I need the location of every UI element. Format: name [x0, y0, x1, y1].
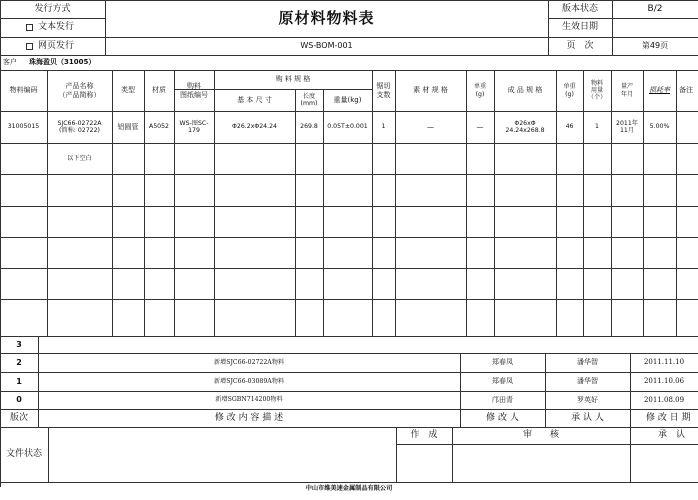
approved-by-label: 承 认	[658, 430, 686, 441]
revision-approver: 潘华智	[577, 377, 598, 386]
col-header-basic-size: 基 本 尺 寸	[237, 95, 272, 104]
cell-material-usage: 1	[595, 123, 599, 131]
col-header-remark: 备注	[679, 86, 693, 95]
text-issue-label: 文本发行	[38, 22, 75, 33]
document-code: WS-BOM-001	[300, 41, 353, 51]
page-value: 第49页	[641, 41, 669, 51]
col-header-saw-count: 锯切 支数	[376, 82, 391, 99]
web-issue-option[interactable]	[0, 37, 105, 55]
revision-date: 2011.10.06	[643, 377, 685, 386]
col-header-production-month: 量产 年月	[620, 83, 634, 98]
cell-material: A5052	[149, 123, 169, 131]
version-label: 版本状态	[561, 3, 598, 14]
revision-date: 2011.08.09	[643, 395, 685, 404]
cell-finished-spec: Φ26xΦ 24.24x268.8	[505, 119, 545, 134]
revision-desc: 新增SJC66-02722A物料	[213, 358, 285, 366]
col-header-length: 长度 (mm)	[300, 92, 318, 107]
made-by-label: 作 成	[410, 430, 438, 441]
col-header-product-name: 产品名称 （产品简称）	[58, 82, 101, 99]
footer-company: 中山市维美速金属制品有限公司	[305, 485, 393, 493]
col-header-material-usage: 物料 用量 （个）	[587, 79, 607, 102]
revision-approver: 罗英好	[577, 395, 598, 404]
version-value: B/2	[647, 3, 663, 14]
revision-header-no: 版次	[9, 412, 28, 423]
cell-saw-count: 1	[381, 123, 386, 131]
col-header-material-code: 物料编码	[9, 86, 38, 95]
col-header-purchase-spec: 购 料 规 格	[275, 75, 311, 84]
col-header-finished-spec: 成 品 规 格	[507, 86, 543, 95]
revision-no: 0	[16, 395, 22, 405]
issue-method-label: 发行方式	[34, 3, 71, 14]
col-header-material: 材质	[152, 86, 166, 95]
revision-approver: 潘华智	[577, 358, 598, 367]
revision-reviser: 邝田青	[492, 395, 513, 404]
revision-header-date: 修 改 日 期	[646, 412, 691, 423]
revision-desc: 新增SJC66-03089A物料	[213, 377, 285, 385]
col-header-scrap-rate: 损耗率	[649, 86, 670, 95]
revision-reviser: 郑春凤	[492, 377, 513, 386]
cell-type: 铝圆管	[117, 122, 139, 131]
text-issue-option[interactable]	[0, 18, 105, 37]
col-header-type: 类型	[121, 86, 135, 95]
col-header-unit-weight-2: 单重 (g)	[563, 83, 576, 98]
cell-basic-size: Φ26.2xΦ24.24	[232, 123, 277, 131]
revision-header-approver: 承 认 人	[571, 412, 604, 423]
effective-date-value	[612, 18, 698, 37]
cell-scrap-rate: 5.00%	[649, 123, 670, 131]
cell-weight: 0.05T±0.001	[327, 123, 368, 131]
reviewed-by-label: 审 核	[522, 430, 559, 441]
page-label: 页 次	[566, 40, 594, 51]
document-title: 原材料物料表	[278, 8, 375, 27]
col-header-weight: 重量(kg)	[333, 95, 362, 104]
col-header-drawing-no: 购料 图纸编号	[180, 82, 208, 99]
customer-value: 珠海盈贝（31005）	[29, 58, 96, 67]
revision-no: 3	[16, 339, 22, 349]
web-issue-checkbox[interactable]	[26, 43, 33, 50]
cell-blank-below-note: 以下空白	[67, 154, 92, 162]
revision-no: 1	[16, 376, 22, 386]
revision-reviser: 郑春凤	[492, 358, 513, 367]
cell-raw-spec: —	[427, 122, 434, 131]
web-issue-label: 网页发行	[38, 40, 75, 51]
customer-label: 客户	[3, 58, 17, 67]
revision-header-desc: 修 改 内 容 描 述	[214, 412, 284, 423]
cell-unit-weight-1: —	[476, 122, 484, 131]
col-header-unit-weight-1: 单重 (g)	[473, 83, 487, 98]
col-header-raw-spec: 素 材 规 格	[413, 86, 448, 95]
effective-date-label: 生效日期	[561, 22, 598, 33]
revision-desc: 新增SGBN714200物料	[215, 396, 283, 404]
text-issue-checkbox[interactable]	[26, 24, 33, 31]
cell-production-month: 2011年 11月	[616, 119, 638, 134]
file-status-label: 文件状态	[5, 449, 42, 460]
cell-length: 269.8	[300, 123, 318, 131]
revision-header-reviser: 修 改 人	[486, 412, 519, 423]
cell-drawing-no: WS-图SC- 179	[179, 119, 209, 134]
cell-product-name: SJC66-02722A (简称: 02722)	[57, 119, 102, 134]
revision-date: 2011.11.10	[643, 358, 685, 367]
revision-no: 2	[16, 357, 22, 367]
cell-unit-weight-2: 46	[565, 123, 574, 131]
cell-material-code: 31005015	[7, 123, 40, 131]
